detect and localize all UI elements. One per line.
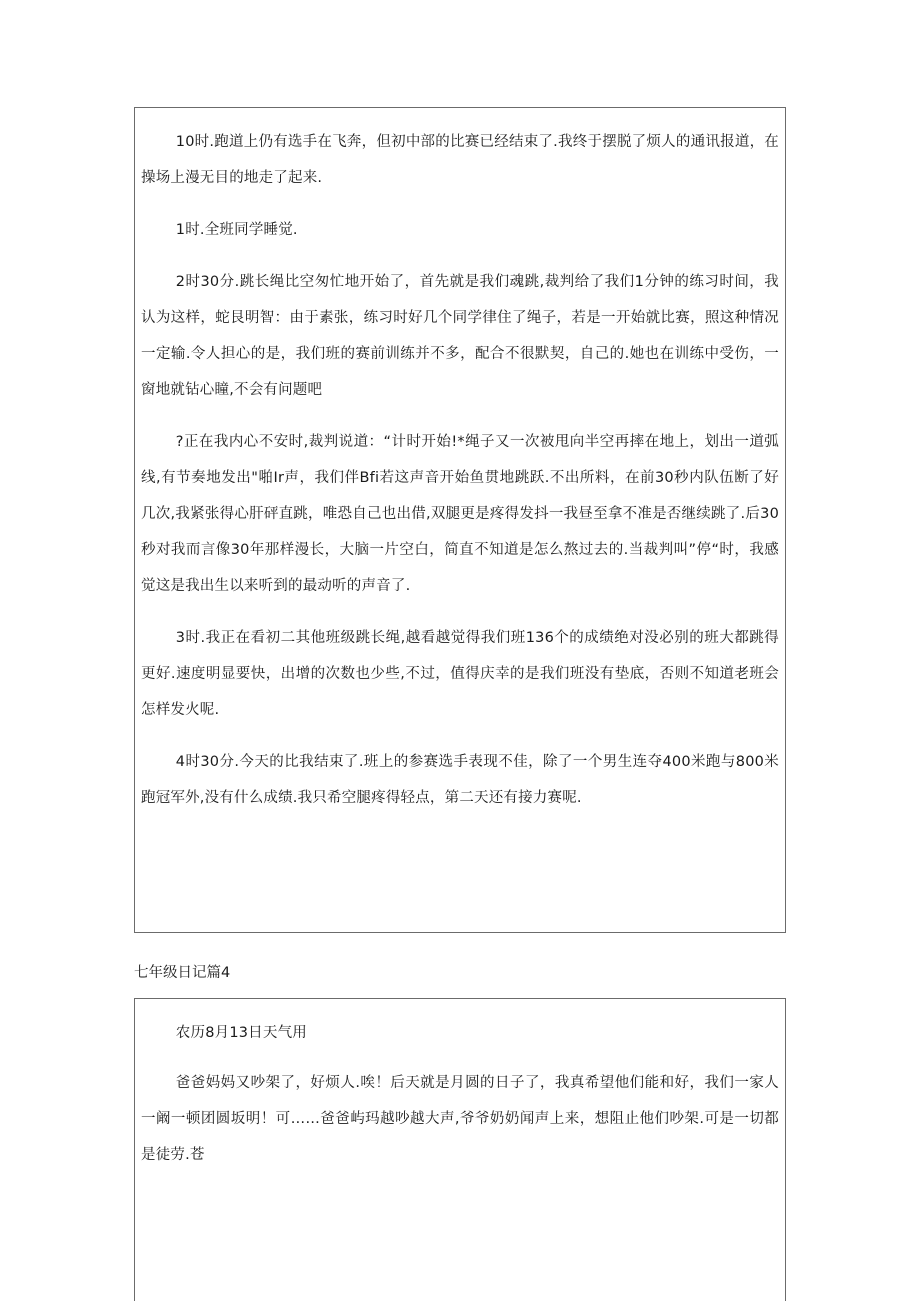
paragraph-1h: 1时.全班同学睡觉.: [175, 222, 298, 238]
text-box-2-content: [135, 999, 785, 1173]
paragraph-2h30: 2时30分.跳长绳比空匆忙地开始了，首先就是我们魂跳,裁判给了我们1分钟的练习时间，我认为这样，蛇艮明智：由于素张，练习时好几个同学律住了绳子，若是一开始就比赛，照这种情况一定输.令人担心的是，我们班的赛前训练并不多，配合不很默契，自己的.她也在训练中受伤，一窗地就钻心瞳,不会有问题吧: [141, 274, 779, 398]
section-heading: 七年级日记篇4: [134, 965, 231, 981]
paragraph-date-weather: 农历8月13日天气用: [175, 1025, 307, 1041]
paragraph-parents-quarrel: 爸爸妈妈又吵架了，好烦人.唉！后天就是月圆的日子了，我真希望他们能和好，我们一家人一阚一顿团圆坂明！可……爸爸屿玛越吵越大声,爷爷奶奶闻声上来，想阻止他们吵架.可是一切都是徒劳.苍: [141, 1075, 779, 1163]
paragraph-3h: 3时.我正在看初二其他班级跳长绳,越看越觉得我们班136个的成绩绝对没必别的班大都跳得更好.速度明显要快，出增的次数也少些,不过，值得庆幸的是我们班没有垫底，否则不知道老班会怎样发火呢.: [141, 630, 779, 718]
text-box-1-content: [135, 108, 785, 816]
paragraph-4h30: 4时30分.今天的比我结束了.班上的参赛选手表现不佳，除了一个男生连夺400米跑与800米跑冠军外,没有什么成绩.我只希空腿疼得轻点，第二天还有接力赛呢.: [141, 754, 779, 806]
paragraph-10h: 10时.跑道上仍有选手在飞奔，但初中部的比赛已经结束了.我终于摆脱了烦人的通讯报道，在操场上漫无目的地走了起来.: [141, 134, 779, 186]
diary-text-box-2: [134, 998, 786, 1301]
diary-text-box-1: [134, 107, 786, 933]
paragraph-timer-start: ?正在我内心不安时,裁判说道：“计时开始!*绳子又一次被甩向半空再摔在地上，划出一道弧线,有节奏地发出"啪Ir声，我们伴Bfi若这声音开始鱼贯地跳跃.不出所料，在前30秒内队伍断了好几次,我紧张得心肝砰直跳，唯恐自己也出借,双腿更是疼得发抖一我昼至拿不准是否继续跳了.后30秒对我而言像30年那样漫长，大脑一片空白，简直不知道是怎么熬过去的.当裁判叫”停“时，我感觉这是我出生以来听到的最动听的声音了.: [141, 434, 779, 594]
